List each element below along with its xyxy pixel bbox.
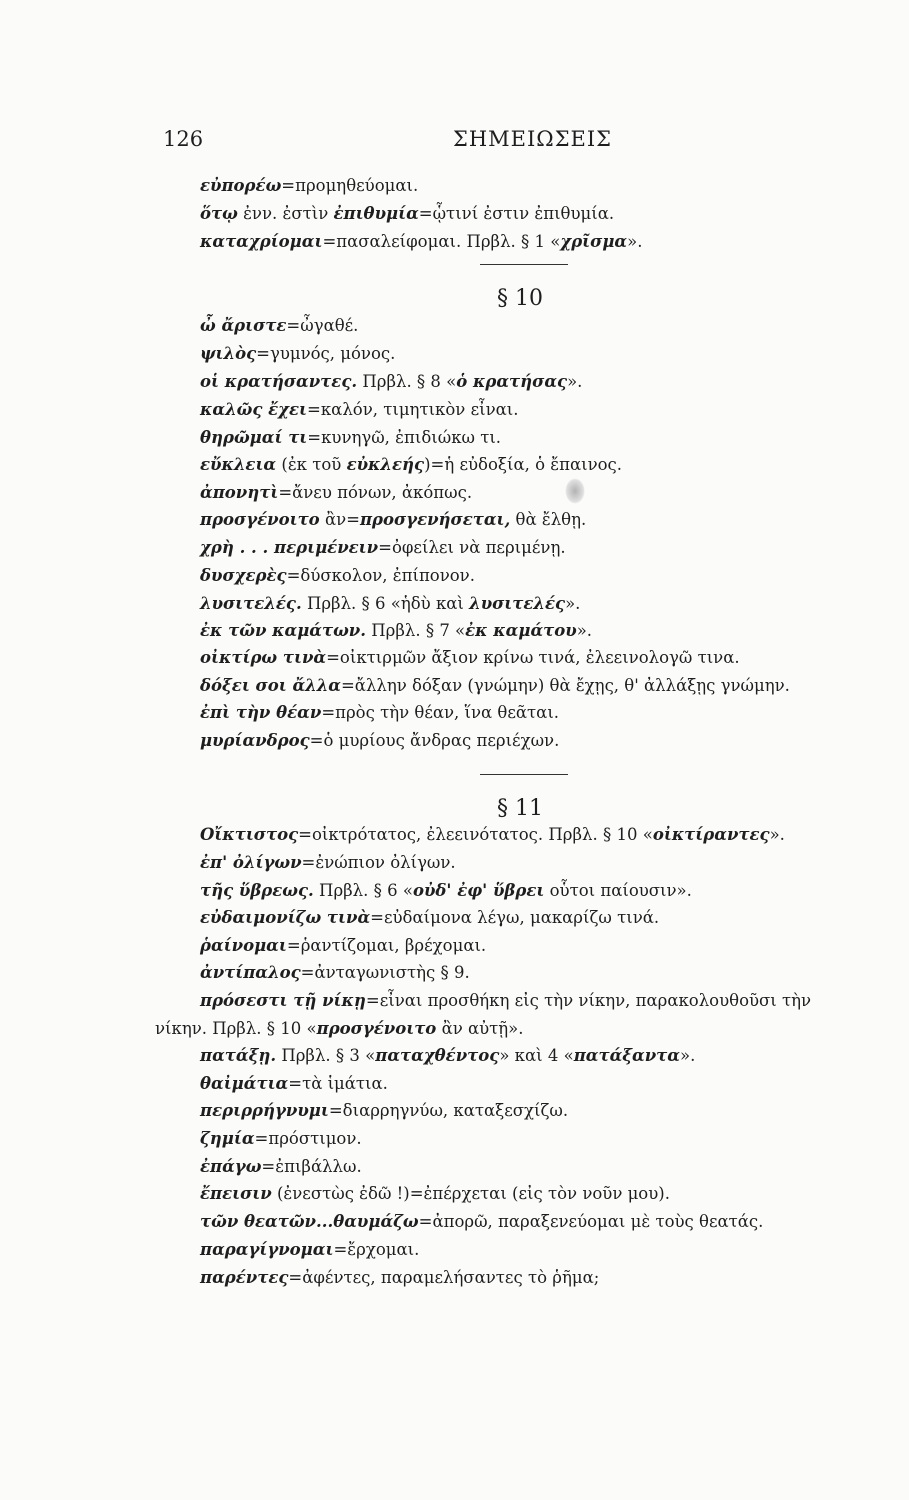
gloss-text: )=ἡ εὐδοξία, ὁ ἔπαινος. <box>424 455 623 474</box>
glossary-line <box>200 703 559 722</box>
gloss-text: οὗτοι παίουσιν». <box>544 881 692 900</box>
glossary-line <box>200 1101 568 1120</box>
headword: πατάξαντα <box>573 1046 680 1065</box>
headword: ἀπονητὶ <box>200 483 279 502</box>
headword: ψιλὸς <box>200 344 257 363</box>
section-divider <box>480 774 568 775</box>
glossary-line <box>200 1129 362 1148</box>
gloss-text: =δύσκολον, ἐπίπονον. <box>286 566 475 585</box>
gloss-text: νίκην. Πρβλ. § 10 « <box>155 1019 317 1038</box>
headword: ἐκ καμάτου <box>465 621 577 640</box>
section-divider <box>480 264 568 265</box>
gloss-text: ». <box>769 825 785 844</box>
glossary-line <box>200 1074 388 1093</box>
glossary-line <box>200 1046 695 1065</box>
headword: προσγένοιτο <box>316 1019 437 1038</box>
gloss-text: ». <box>576 621 593 640</box>
glossary-line <box>200 176 418 195</box>
glossary-line <box>200 825 785 844</box>
glossary-line <box>200 372 582 391</box>
headword: ἐπάγω <box>200 1157 262 1176</box>
glossary-line <box>200 204 614 223</box>
glossary-line <box>200 963 470 982</box>
headword: ὅτῳ <box>200 204 238 223</box>
gloss-text: =πρόστιμον. <box>254 1129 362 1148</box>
page-header <box>163 127 829 153</box>
glossary-line <box>200 1268 599 1287</box>
glossary-line <box>200 400 518 419</box>
gloss-text: =ῥαντίζομαι, βρέχομαι. <box>286 936 487 955</box>
headword: πρόσεστι τῇ νίκῃ <box>200 991 366 1010</box>
headword: πατάξῃ. <box>200 1046 277 1065</box>
glossary-line <box>200 1212 763 1231</box>
gloss-text: ἂν αὐτῇ». <box>436 1019 524 1038</box>
gloss-text: =εἶναι προσθήκη εἰς τὴν νίκην, παρακολουθοῦσι τὴν <box>365 991 812 1010</box>
glossary-line <box>200 566 475 585</box>
gloss-text: » καὶ 4 « <box>499 1046 574 1065</box>
gloss-text: ». <box>565 594 581 613</box>
glossary-line <box>200 510 586 529</box>
headword: προσγένοιτο <box>200 510 320 529</box>
headword: καλῶς ἔχει <box>200 400 308 419</box>
glossary-line <box>200 908 659 927</box>
gloss-text: =πρὸς τὴν θέαν, ἵνα θεᾶται. <box>321 703 560 722</box>
gloss-text: =διαρρηγνύω, καταξεσχίζω. <box>328 1101 569 1120</box>
glossary-line <box>200 1157 362 1176</box>
headword: δόξει σοι ἄλλα <box>200 676 341 695</box>
headword: λυσιτελές <box>469 594 566 613</box>
glossary-line <box>200 316 358 335</box>
glossary-line <box>200 991 811 1010</box>
headword: παραγίγνομαι <box>200 1240 334 1259</box>
gloss-text: Πρβλ. § 7 « <box>366 621 466 640</box>
glossary-line <box>200 731 559 750</box>
headword: ἔπεισιν <box>200 1184 272 1203</box>
headword: ζημία <box>200 1129 255 1148</box>
headword: ἐκ τῶν καμάτων. <box>200 621 366 640</box>
gloss-text: Πρβλ. § 6 « <box>313 881 413 900</box>
headword: περιρρήγνυμι <box>200 1101 329 1120</box>
headword: οἰκτίραντες <box>652 825 770 844</box>
headword: καταχρίομαι <box>200 232 323 251</box>
glossary-line <box>200 676 790 695</box>
gloss-text: =ὁ μυρίους ἄνδρας περιέχων. <box>309 731 560 750</box>
glossary-line <box>200 1184 670 1203</box>
glossary-line <box>200 483 472 502</box>
glossary-line <box>200 344 395 363</box>
headword: ἐπὶ τὴν θέαν <box>200 703 322 722</box>
gloss-text: Πρβλ. § 6 «ἡδὺ καὶ <box>301 594 470 613</box>
running-title: ΣΗΜΕΙΩΣΕΙΣ <box>453 127 613 151</box>
headword: θηρῶμαί τι <box>200 428 308 447</box>
headword: εὐπορέω <box>200 176 282 195</box>
headword: τῆς ὕβρεως. <box>200 881 314 900</box>
headword: οἱ κρατήσαντες. <box>200 372 358 391</box>
headword: ἐπιθυμία <box>333 204 419 223</box>
headword: προσγενήσεται, <box>359 510 511 529</box>
gloss-text: =ἔρχομαι. <box>333 1240 420 1259</box>
gloss-text: =κυνηγῶ, ἐπιδιώκω τι. <box>307 428 502 447</box>
glossary-line <box>200 621 592 640</box>
glossary-line <box>200 648 740 667</box>
gloss-text: =γυμνός, μόνος. <box>256 344 396 363</box>
headword: χρῖσμα <box>560 232 628 251</box>
gloss-text: (ἐκ τοῦ <box>276 455 347 474</box>
headword: χρὴ . . . περιμένειν <box>200 538 379 557</box>
gloss-text: Πρβλ. § 8 « <box>357 372 457 391</box>
gloss-text: =ὀφείλει νὰ περιμένῃ. <box>378 538 566 557</box>
headword: μυρίανδρος <box>200 731 310 750</box>
gloss-text: Πρβλ. § 3 « <box>276 1046 376 1065</box>
glossary-line <box>200 594 580 613</box>
headword: οἰκτίρω τινὰ <box>200 648 327 667</box>
glossary-line <box>200 455 622 474</box>
gloss-text: ». <box>627 232 643 251</box>
headword: ἀντίπαλος <box>200 963 301 982</box>
headword: ῥαίνομαι <box>200 936 287 955</box>
glossary-line <box>200 881 692 900</box>
gloss-text: ἂν= <box>319 510 360 529</box>
section-heading-10: § 10 <box>497 286 543 311</box>
gloss-text: =ὦγαθέ. <box>286 316 359 335</box>
gloss-text: =ἀνταγωνιστὴς § 9. <box>300 963 470 982</box>
gloss-text: (ἐνεστὼς ἐδῶ !)=ἐπέρχεται (εἰς τὸν νοῦν μου). <box>271 1184 670 1203</box>
headword: εὐδαιμονίζω τινὰ <box>200 908 371 927</box>
ink-smudge <box>565 478 585 504</box>
gloss-text: =ἄλλην δόξαν (γνώμην) θὰ ἔχῃς, θ' ἀλλάξῃς γνώμην. <box>340 676 790 695</box>
headword: οὐδ' ἐφ' ὕβρει <box>412 881 545 900</box>
glossary-line <box>200 936 486 955</box>
headword: ὁ κρατήσας <box>456 372 568 391</box>
glossary-line <box>200 232 642 251</box>
headword: παταχθέντος <box>375 1046 500 1065</box>
headword: ἐπ' ὀλίγων <box>200 853 302 872</box>
headword: λυσιτελές. <box>200 594 302 613</box>
gloss-text: =προμηθεύομαι. <box>281 176 419 195</box>
glossary-line <box>200 428 501 447</box>
gloss-text: ». <box>567 372 583 391</box>
glossary-line <box>200 853 456 872</box>
headword: δυσχερὲς <box>200 566 287 585</box>
page-number: 126 <box>163 127 204 151</box>
gloss-text: =ἀπορῶ, παραξενεύομαι μὲ τοὺς θεατάς. <box>418 1212 764 1231</box>
gloss-text: =ἐνώπιον ὀλίγων. <box>301 853 456 872</box>
gloss-text: θὰ ἔλθῃ. <box>510 510 587 529</box>
headword: εὔκλεια <box>200 455 277 474</box>
gloss-text: =ᾧτινί ἐστιν ἐπιθυμία. <box>418 204 615 223</box>
headword: παρέντες <box>200 1268 289 1287</box>
gloss-text: =οἰκτιρμῶν ἄξιον κρίνω τινά, ἐλεεινολογῶ τινα. <box>326 648 740 667</box>
glossary-line <box>200 538 566 557</box>
gloss-text: =τὰ ἱμάτια. <box>288 1074 388 1093</box>
headword: θαἰμάτια <box>200 1074 289 1093</box>
gloss-text: ἐνν. ἐστὶν <box>237 204 334 223</box>
gloss-text: =εὐδαίμονα λέγω, μακαρίζω τινά. <box>370 908 660 927</box>
gloss-text: =ἀφέντες, παραμελήσαντες τὸ ῥῆμα; <box>288 1268 600 1287</box>
section-heading-11: § 11 <box>497 796 543 821</box>
gloss-text: =καλόν, τιμητικὸν εἶναι. <box>307 400 519 419</box>
gloss-text: =οἰκτρότατος, ἐλεεινότατος. Πρβλ. § 10 « <box>298 825 653 844</box>
glossary-line <box>200 1240 419 1259</box>
headword: εὐκλεής <box>346 455 425 474</box>
gloss-text: ». <box>679 1046 696 1065</box>
glossary-line <box>155 1019 524 1038</box>
headword: τῶν θεατῶν...θαυμάζω <box>200 1212 419 1231</box>
headword: Οἴκτιστος <box>200 825 299 844</box>
headword: ὦ ἄριστε <box>200 316 287 335</box>
gloss-text: =πασαλείφομαι. Πρβλ. § 1 « <box>322 232 561 251</box>
gloss-text: =ἐπιβάλλω. <box>261 1157 362 1176</box>
gloss-text: =ἄνευ πόνων, ἀκόπως. <box>278 483 473 502</box>
